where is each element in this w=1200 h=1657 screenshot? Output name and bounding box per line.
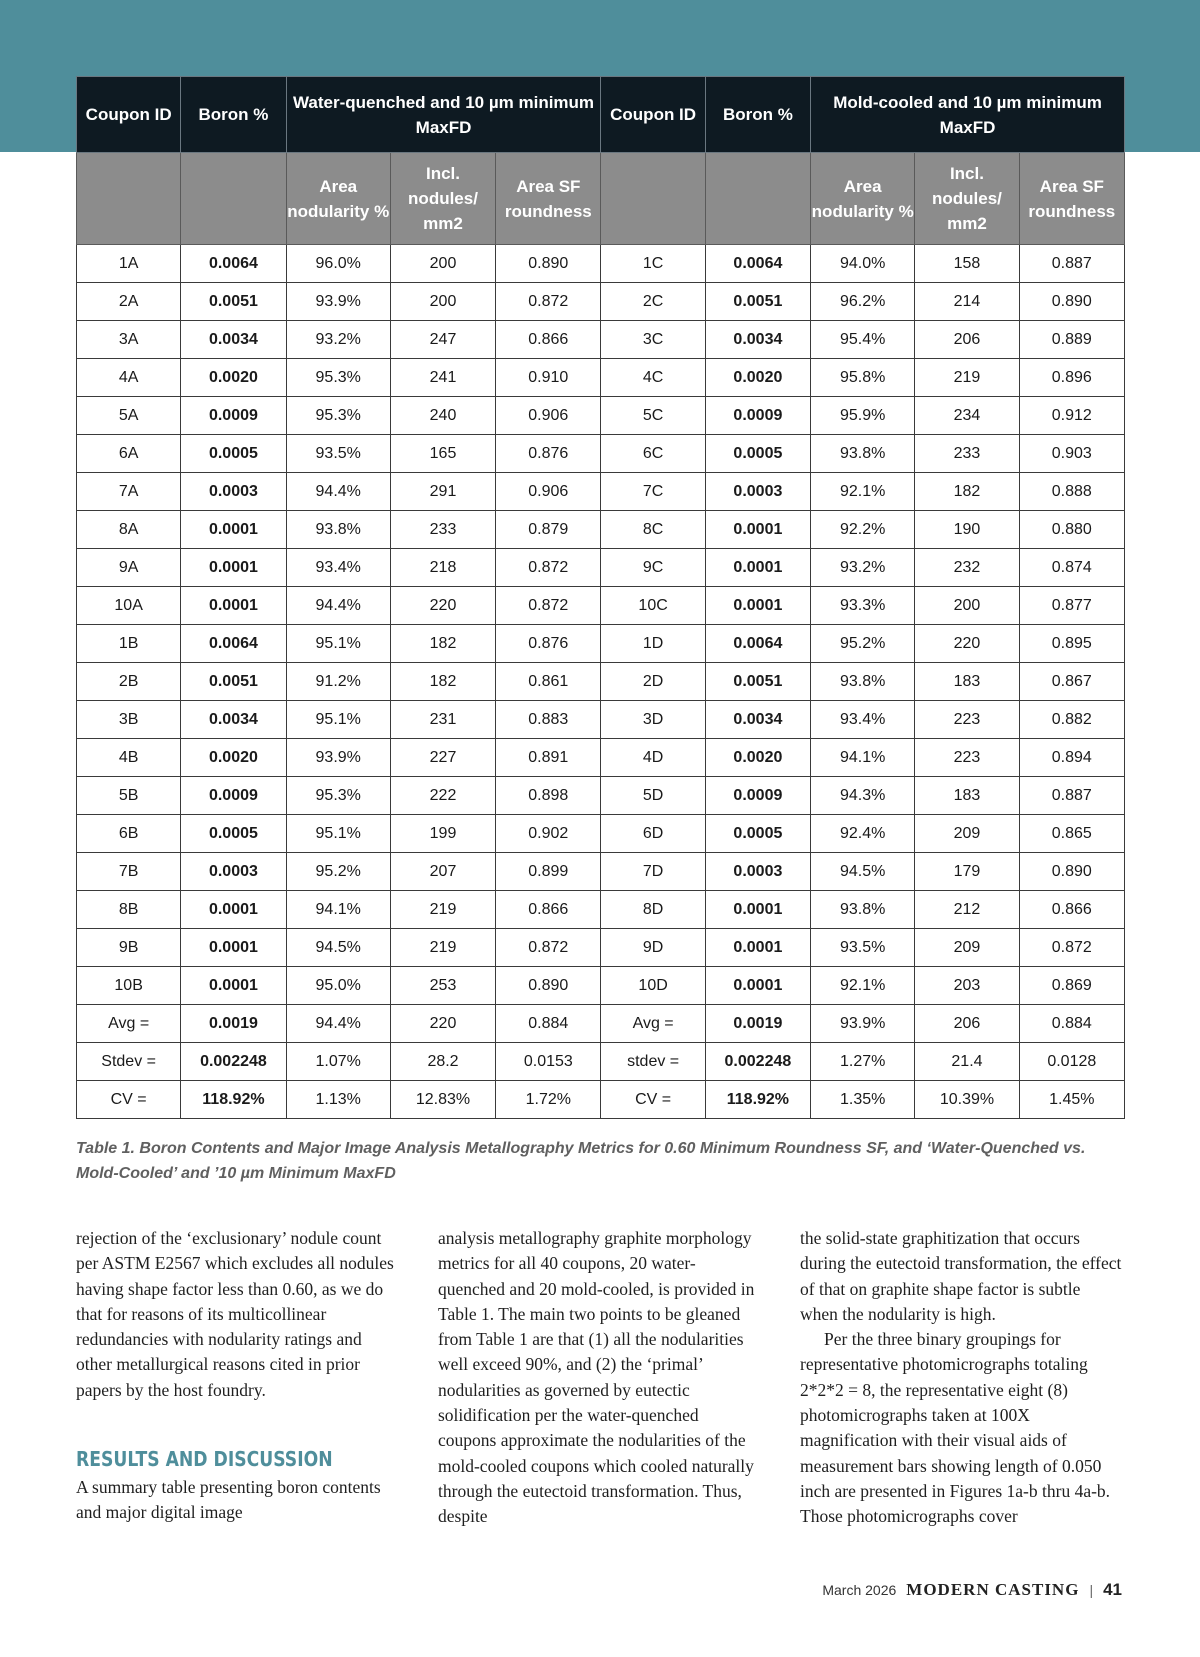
cell-area-nodularity: 93.9% xyxy=(286,739,390,777)
cell-coupon-id: 5C xyxy=(601,397,705,435)
cell-coupon-id: 7D xyxy=(601,853,705,891)
cell-incl-nodules: 28.2 xyxy=(390,1043,495,1081)
cell-area-sf-roundness: 0.872 xyxy=(496,587,601,625)
cell-area-nodularity: 94.1% xyxy=(286,891,390,929)
subheader-area-sf-roundness: Area SF roundness xyxy=(1019,153,1124,245)
cell-boron: 0.0051 xyxy=(705,283,810,321)
cell-incl-nodules: 241 xyxy=(390,359,495,397)
cell-coupon-id: 6B xyxy=(77,815,181,853)
cell-boron: 0.0034 xyxy=(705,321,810,359)
cell-incl-nodules: 182 xyxy=(390,663,495,701)
cell-boron: 0.0001 xyxy=(181,511,286,549)
cell-area-nodularity: 95.1% xyxy=(286,625,390,663)
cell-area-sf-roundness: 0.872 xyxy=(1019,929,1124,967)
cell-coupon-id: 1D xyxy=(601,625,705,663)
cell-coupon-id: 10C xyxy=(601,587,705,625)
cell-boron: 0.0003 xyxy=(705,853,810,891)
header-coupon-id-2: Coupon ID xyxy=(601,77,705,153)
cell-area-nodularity: 92.4% xyxy=(811,815,915,853)
cell-area-nodularity: 93.9% xyxy=(811,1005,915,1043)
cell-incl-nodules: 219 xyxy=(390,891,495,929)
cell-incl-nodules: 183 xyxy=(915,777,1019,815)
table-row xyxy=(77,967,1125,1005)
paragraph: A summary table presenting boron contents and major digital image xyxy=(76,1477,381,1523)
table-row xyxy=(77,853,1125,891)
cell-area-nodularity: 1.13% xyxy=(286,1081,390,1119)
table-body xyxy=(77,245,1125,1119)
cell-incl-nodules: 233 xyxy=(915,435,1019,473)
cell-coupon-id: 4A xyxy=(77,359,181,397)
text-column-1 xyxy=(76,1226,394,1526)
subheader-blank xyxy=(77,153,181,245)
cell-boron: 0.0001 xyxy=(705,891,810,929)
cell-coupon-id: 6C xyxy=(601,435,705,473)
cell-boron: 0.0001 xyxy=(705,967,810,1005)
cell-incl-nodules: 21.4 xyxy=(915,1043,1019,1081)
cell-incl-nodules: 291 xyxy=(390,473,495,511)
subheader-area-nodularity: Area nodularity % xyxy=(811,153,915,245)
cell-area-sf-roundness: 0.903 xyxy=(1019,435,1124,473)
table-caption: Table 1. Boron Contents and Major Image Analysis Metallography Metrics for 0.60 Minimum Roundness SF, and ‘Water-Quenched vs. Mold-Cooled’ and ’10 µm Minimum MaxFD xyxy=(76,1140,1086,1182)
footer-date: March 2026 xyxy=(822,1582,897,1598)
cell-incl-nodules: 220 xyxy=(390,587,495,625)
cell-area-nodularity: 92.1% xyxy=(811,967,915,1005)
cell-area-nodularity: 95.8% xyxy=(811,359,915,397)
cell-area-nodularity: 96.2% xyxy=(811,283,915,321)
cell-incl-nodules: 10.39% xyxy=(915,1081,1019,1119)
cell-coupon-id: 6D xyxy=(601,815,705,853)
paragraph: rejection of the ‘exclusionary’ nodule count per ASTM E2567 which excludes all nodules having shape factor less than 0.60, as we do that for reasons of its multicollinear redundancies with nodularity ratings and other metallurgical reasons cited in prior papers by the host foundry. xyxy=(76,1228,394,1400)
cell-boron: 0.002248 xyxy=(181,1043,286,1081)
cell-incl-nodules: 247 xyxy=(390,321,495,359)
cell-area-nodularity: 91.2% xyxy=(286,663,390,701)
cell-incl-nodules: 223 xyxy=(915,701,1019,739)
cell-incl-nodules: 232 xyxy=(915,549,1019,587)
cell-area-nodularity: 93.8% xyxy=(286,511,390,549)
cell-coupon-id: stdev = xyxy=(601,1043,705,1081)
cell-area-sf-roundness: 0.879 xyxy=(496,511,601,549)
cell-coupon-id: 1C xyxy=(601,245,705,283)
cell-area-nodularity: 94.3% xyxy=(811,777,915,815)
text-column-3 xyxy=(800,1226,1122,1530)
cell-incl-nodules: 234 xyxy=(915,397,1019,435)
cell-coupon-id: 9D xyxy=(601,929,705,967)
cell-coupon-id: 3D xyxy=(601,701,705,739)
table-row xyxy=(77,397,1125,435)
cell-area-sf-roundness: 0.899 xyxy=(496,853,601,891)
paragraph: the solid-state graphitization that occurs during the eutectoid transformation, the effect of that on graphite shape factor is subtle when the nodularity is high. xyxy=(800,1228,1122,1324)
subheader-incl-nodules: Incl. nodules/ mm2 xyxy=(390,153,495,245)
cell-coupon-id: 2B xyxy=(77,663,181,701)
cell-boron: 0.0003 xyxy=(181,473,286,511)
cell-coupon-id: 10B xyxy=(77,967,181,1005)
cell-area-nodularity: 95.3% xyxy=(286,359,390,397)
cell-coupon-id: 8A xyxy=(77,511,181,549)
cell-boron: 0.0001 xyxy=(705,549,810,587)
cell-boron: 0.0001 xyxy=(181,549,286,587)
cell-incl-nodules: 200 xyxy=(390,283,495,321)
cell-coupon-id: 8D xyxy=(601,891,705,929)
table-row xyxy=(77,701,1125,739)
table-header-row xyxy=(77,77,1125,153)
cell-boron: 0.002248 xyxy=(705,1043,810,1081)
table-row xyxy=(77,815,1125,853)
cell-coupon-id: 3A xyxy=(77,321,181,359)
cell-coupon-id: 9C xyxy=(601,549,705,587)
cell-area-sf-roundness: 0.872 xyxy=(496,929,601,967)
cell-area-nodularity: 1.35% xyxy=(811,1081,915,1119)
magazine-name: MODERN CASTING xyxy=(906,1580,1080,1599)
cell-area-nodularity: 96.0% xyxy=(286,245,390,283)
subheader-blank xyxy=(601,153,705,245)
cell-boron: 0.0001 xyxy=(705,511,810,549)
cell-coupon-id: 8C xyxy=(601,511,705,549)
table-row xyxy=(77,1081,1125,1119)
cell-area-sf-roundness: 0.882 xyxy=(1019,701,1124,739)
cell-incl-nodules: 219 xyxy=(915,359,1019,397)
cell-boron: 0.0019 xyxy=(705,1005,810,1043)
cell-coupon-id: Avg = xyxy=(601,1005,705,1043)
cell-area-nodularity: 95.4% xyxy=(811,321,915,359)
subheader-incl-nodules: Incl. nodules/ mm2 xyxy=(915,153,1019,245)
cell-boron: 0.0020 xyxy=(181,359,286,397)
cell-boron: 0.0064 xyxy=(705,245,810,283)
cell-area-sf-roundness: 0.890 xyxy=(496,967,601,1005)
cell-boron: 0.0020 xyxy=(181,739,286,777)
cell-incl-nodules: 200 xyxy=(390,245,495,283)
cell-boron: 0.0001 xyxy=(181,587,286,625)
cell-boron: 0.0064 xyxy=(705,625,810,663)
cell-area-sf-roundness: 0.906 xyxy=(496,397,601,435)
cell-incl-nodules: 253 xyxy=(390,967,495,1005)
cell-area-sf-roundness: 0.866 xyxy=(496,891,601,929)
cell-coupon-id: 5D xyxy=(601,777,705,815)
table-row xyxy=(77,321,1125,359)
cell-boron: 0.0009 xyxy=(705,397,810,435)
cell-incl-nodules: 182 xyxy=(915,473,1019,511)
cell-coupon-id: 2D xyxy=(601,663,705,701)
cell-area-nodularity: 93.9% xyxy=(286,283,390,321)
cell-incl-nodules: 219 xyxy=(390,929,495,967)
cell-area-sf-roundness: 0.884 xyxy=(1019,1005,1124,1043)
cell-area-sf-roundness: 0.910 xyxy=(496,359,601,397)
cell-boron: 0.0005 xyxy=(181,435,286,473)
cell-area-sf-roundness: 0.898 xyxy=(496,777,601,815)
page-number: 41 xyxy=(1103,1580,1122,1599)
cell-boron: 0.0051 xyxy=(181,663,286,701)
cell-area-sf-roundness: 0.0128 xyxy=(1019,1043,1124,1081)
cell-area-nodularity: 94.4% xyxy=(286,1005,390,1043)
cell-boron: 0.0064 xyxy=(181,625,286,663)
table-row xyxy=(77,777,1125,815)
subheader-blank xyxy=(705,153,810,245)
cell-area-nodularity: 93.3% xyxy=(811,587,915,625)
cell-coupon-id: 1B xyxy=(77,625,181,663)
cell-incl-nodules: 206 xyxy=(915,321,1019,359)
cell-area-sf-roundness: 0.902 xyxy=(496,815,601,853)
cell-boron: 0.0003 xyxy=(705,473,810,511)
cell-area-nodularity: 93.2% xyxy=(811,549,915,587)
cell-boron: 0.0001 xyxy=(705,929,810,967)
cell-incl-nodules: 207 xyxy=(390,853,495,891)
table-row xyxy=(77,739,1125,777)
cell-boron: 0.0009 xyxy=(705,777,810,815)
cell-area-nodularity: 93.4% xyxy=(286,549,390,587)
cell-area-nodularity: 95.3% xyxy=(286,777,390,815)
table-row xyxy=(77,359,1125,397)
table-row xyxy=(77,511,1125,549)
table-row xyxy=(77,1005,1125,1043)
table-row xyxy=(77,587,1125,625)
cell-coupon-id: 8B xyxy=(77,891,181,929)
footer-separator: | xyxy=(1089,1582,1094,1598)
header-water-quenched: Water-quenched and 10 µm minimum MaxFD xyxy=(286,77,601,153)
cell-coupon-id: 4C xyxy=(601,359,705,397)
cell-incl-nodules: 179 xyxy=(915,853,1019,891)
cell-incl-nodules: 158 xyxy=(915,245,1019,283)
paragraph: Per the three binary groupings for representative photomicrographs totaling 2*2*2 = 8, the representative eight (8) photomicrographs taken at 100X magnification with their visual aids of measurement bars showing length of 0.050 inch are presented in Figures 1a-b thru 4a-b. Those photomicrographs cover xyxy=(800,1329,1111,1527)
table-row xyxy=(77,625,1125,663)
cell-area-sf-roundness: 0.866 xyxy=(1019,891,1124,929)
cell-area-nodularity: 92.2% xyxy=(811,511,915,549)
cell-coupon-id: 10D xyxy=(601,967,705,1005)
cell-area-sf-roundness: 0.891 xyxy=(496,739,601,777)
subheader-area-nodularity: Area nodularity % xyxy=(286,153,390,245)
cell-area-sf-roundness: 0.883 xyxy=(496,701,601,739)
cell-incl-nodules: 233 xyxy=(390,511,495,549)
cell-area-sf-roundness: 0.869 xyxy=(1019,967,1124,1005)
cell-incl-nodules: 203 xyxy=(915,967,1019,1005)
cell-incl-nodules: 209 xyxy=(915,815,1019,853)
cell-incl-nodules: 206 xyxy=(915,1005,1019,1043)
cell-area-nodularity: 95.1% xyxy=(286,815,390,853)
cell-coupon-id: 3C xyxy=(601,321,705,359)
cell-incl-nodules: 218 xyxy=(390,549,495,587)
cell-incl-nodules: 212 xyxy=(915,891,1019,929)
cell-area-nodularity: 94.1% xyxy=(811,739,915,777)
cell-coupon-id: 10A xyxy=(77,587,181,625)
cell-boron: 0.0009 xyxy=(181,777,286,815)
cell-incl-nodules: 200 xyxy=(915,587,1019,625)
cell-area-nodularity: 93.8% xyxy=(811,663,915,701)
cell-coupon-id: 1A xyxy=(77,245,181,283)
cell-area-nodularity: 92.1% xyxy=(811,473,915,511)
cell-area-nodularity: 95.2% xyxy=(286,853,390,891)
cell-area-sf-roundness: 0.876 xyxy=(496,625,601,663)
cell-boron: 0.0064 xyxy=(181,245,286,283)
cell-boron: 0.0019 xyxy=(181,1005,286,1043)
cell-area-nodularity: 95.9% xyxy=(811,397,915,435)
cell-area-sf-roundness: 0.866 xyxy=(496,321,601,359)
cell-area-sf-roundness: 0.890 xyxy=(496,245,601,283)
subheader-blank xyxy=(181,153,286,245)
cell-area-nodularity: 95.1% xyxy=(286,701,390,739)
cell-area-sf-roundness: 0.880 xyxy=(1019,511,1124,549)
table-row xyxy=(77,929,1125,967)
cell-area-nodularity: 95.0% xyxy=(286,967,390,1005)
table-row xyxy=(77,473,1125,511)
cell-incl-nodules: 214 xyxy=(915,283,1019,321)
cell-incl-nodules: 12.83% xyxy=(390,1081,495,1119)
cell-boron: 0.0005 xyxy=(705,435,810,473)
cell-boron: 0.0034 xyxy=(705,701,810,739)
cell-incl-nodules: 190 xyxy=(915,511,1019,549)
cell-boron: 0.0020 xyxy=(705,739,810,777)
cell-area-sf-roundness: 0.872 xyxy=(496,283,601,321)
table-subheader-row xyxy=(77,153,1125,245)
cell-area-nodularity: 1.27% xyxy=(811,1043,915,1081)
table-row xyxy=(77,283,1125,321)
cell-coupon-id: 4B xyxy=(77,739,181,777)
table-row xyxy=(77,245,1125,283)
section-heading: RESULTS AND DISCUSSION xyxy=(76,1447,333,1472)
cell-boron: 0.0051 xyxy=(181,283,286,321)
cell-area-nodularity: 94.5% xyxy=(811,853,915,891)
cell-coupon-id: CV = xyxy=(77,1081,181,1119)
cell-area-sf-roundness: 0.887 xyxy=(1019,245,1124,283)
cell-incl-nodules: 209 xyxy=(915,929,1019,967)
cell-boron: 118.92% xyxy=(705,1081,810,1119)
cell-incl-nodules: 183 xyxy=(915,663,1019,701)
cell-area-sf-roundness: 0.877 xyxy=(1019,587,1124,625)
cell-boron: 0.0051 xyxy=(705,663,810,701)
cell-incl-nodules: 165 xyxy=(390,435,495,473)
cell-boron: 0.0003 xyxy=(181,853,286,891)
cell-coupon-id: 6A xyxy=(77,435,181,473)
cell-area-sf-roundness: 0.888 xyxy=(1019,473,1124,511)
cell-coupon-id: CV = xyxy=(601,1081,705,1119)
cell-boron: 0.0001 xyxy=(705,587,810,625)
cell-boron: 0.0001 xyxy=(181,967,286,1005)
cell-area-sf-roundness: 0.861 xyxy=(496,663,601,701)
cell-coupon-id: 3B xyxy=(77,701,181,739)
cell-area-sf-roundness: 0.865 xyxy=(1019,815,1124,853)
cell-incl-nodules: 182 xyxy=(390,625,495,663)
cell-boron: 0.0005 xyxy=(181,815,286,853)
page-footer xyxy=(822,1580,1122,1600)
cell-incl-nodules: 223 xyxy=(915,739,1019,777)
cell-coupon-id: 7C xyxy=(601,473,705,511)
cell-area-sf-roundness: 0.890 xyxy=(1019,853,1124,891)
cell-coupon-id: 2C xyxy=(601,283,705,321)
header-mold-cooled: Mold-cooled and 10 µm minimum MaxFD xyxy=(811,77,1125,153)
cell-coupon-id: 5B xyxy=(77,777,181,815)
cell-area-nodularity: 94.4% xyxy=(286,473,390,511)
cell-incl-nodules: 227 xyxy=(390,739,495,777)
table-row xyxy=(77,663,1125,701)
cell-coupon-id: 7A xyxy=(77,473,181,511)
cell-boron: 0.0005 xyxy=(705,815,810,853)
cell-area-nodularity: 94.0% xyxy=(811,245,915,283)
cell-area-nodularity: 93.5% xyxy=(286,435,390,473)
cell-area-sf-roundness: 0.912 xyxy=(1019,397,1124,435)
cell-boron: 118.92% xyxy=(181,1081,286,1119)
cell-area-nodularity: 94.4% xyxy=(286,587,390,625)
cell-coupon-id: 4D xyxy=(601,739,705,777)
cell-boron: 0.0001 xyxy=(181,929,286,967)
cell-area-nodularity: 93.2% xyxy=(286,321,390,359)
cell-area-nodularity: 94.5% xyxy=(286,929,390,967)
header-coupon-id-1: Coupon ID xyxy=(77,77,181,153)
table-row xyxy=(77,891,1125,929)
header-boron-2: Boron % xyxy=(705,77,810,153)
cell-coupon-id: Avg = xyxy=(77,1005,181,1043)
cell-coupon-id: 9A xyxy=(77,549,181,587)
cell-boron: 0.0001 xyxy=(181,891,286,929)
cell-incl-nodules: 220 xyxy=(390,1005,495,1043)
cell-area-sf-roundness: 0.876 xyxy=(496,435,601,473)
cell-coupon-id: 9B xyxy=(77,929,181,967)
cell-area-sf-roundness: 0.890 xyxy=(1019,283,1124,321)
cell-area-sf-roundness: 0.894 xyxy=(1019,739,1124,777)
cell-area-sf-roundness: 0.884 xyxy=(496,1005,601,1043)
cell-boron: 0.0009 xyxy=(181,397,286,435)
cell-area-nodularity: 93.8% xyxy=(811,891,915,929)
cell-coupon-id: 5A xyxy=(77,397,181,435)
cell-coupon-id: Stdev = xyxy=(77,1043,181,1081)
cell-area-nodularity: 93.5% xyxy=(811,929,915,967)
cell-area-sf-roundness: 0.887 xyxy=(1019,777,1124,815)
cell-incl-nodules: 199 xyxy=(390,815,495,853)
cell-area-sf-roundness: 0.0153 xyxy=(496,1043,601,1081)
cell-incl-nodules: 231 xyxy=(390,701,495,739)
text-column-2 xyxy=(438,1226,756,1530)
cell-incl-nodules: 240 xyxy=(390,397,495,435)
boron-metrics-table xyxy=(76,76,1125,1119)
cell-boron: 0.0034 xyxy=(181,701,286,739)
paragraph: analysis metallography graphite morphology metrics for all 40 coupons, 20 water-quenched and 20 mold-cooled, is provided in Table 1. The main two points to be gleaned from Table 1 are that (1) all the nodularities well exceed 90%, and (2) the ‘primal’ nodularities as governed by eutectic solidification per the water-quenched coupons approximate the nodularities of the mold-cooled coupons which cooled naturally through the eutectoid transformation. Thus, despite xyxy=(438,1228,755,1527)
cell-boron: 0.0020 xyxy=(705,359,810,397)
cell-area-nodularity: 95.2% xyxy=(811,625,915,663)
subheader-area-sf-roundness: Area SF roundness xyxy=(496,153,601,245)
cell-area-sf-roundness: 0.906 xyxy=(496,473,601,511)
table-row xyxy=(77,1043,1125,1081)
cell-area-sf-roundness: 0.872 xyxy=(496,549,601,587)
cell-area-nodularity: 93.8% xyxy=(811,435,915,473)
table-row xyxy=(77,549,1125,587)
cell-boron: 0.0034 xyxy=(181,321,286,359)
cell-area-sf-roundness: 1.72% xyxy=(496,1081,601,1119)
cell-incl-nodules: 222 xyxy=(390,777,495,815)
cell-area-sf-roundness: 0.874 xyxy=(1019,549,1124,587)
cell-area-sf-roundness: 0.895 xyxy=(1019,625,1124,663)
cell-coupon-id: 2A xyxy=(77,283,181,321)
cell-area-nodularity: 1.07% xyxy=(286,1043,390,1081)
cell-coupon-id: 7B xyxy=(77,853,181,891)
cell-area-sf-roundness: 0.889 xyxy=(1019,321,1124,359)
cell-area-sf-roundness: 0.896 xyxy=(1019,359,1124,397)
header-boron-1: Boron % xyxy=(181,77,286,153)
table-row xyxy=(77,435,1125,473)
cell-area-sf-roundness: 1.45% xyxy=(1019,1081,1124,1119)
cell-incl-nodules: 220 xyxy=(915,625,1019,663)
cell-area-nodularity: 93.4% xyxy=(811,701,915,739)
cell-area-sf-roundness: 0.867 xyxy=(1019,663,1124,701)
cell-area-nodularity: 95.3% xyxy=(286,397,390,435)
